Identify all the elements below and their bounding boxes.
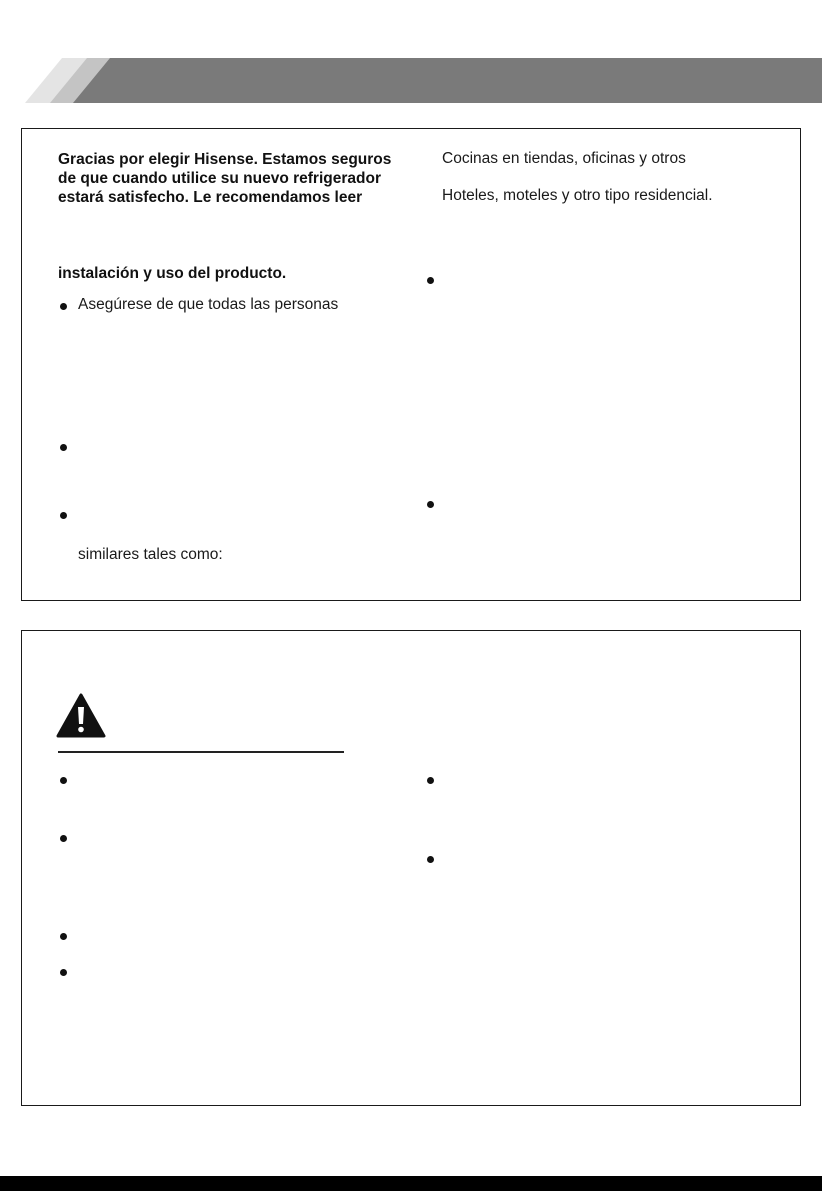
bullet-dot xyxy=(427,856,434,863)
intro-line-1: Gracias por elegir Hisense. Estamos seguros xyxy=(58,151,392,168)
intro-panel xyxy=(21,128,801,601)
intro-closing-line: instalación y uso del producto. xyxy=(58,265,287,282)
bullet-dot xyxy=(427,277,434,284)
bottom-bar xyxy=(0,1176,822,1191)
right-line-hotels: Hoteles, moteles y otro tipo residencial. xyxy=(442,187,713,204)
right-line-shops: Cocinas en tiendas, oficinas y otros xyxy=(442,150,686,167)
bullet-dot xyxy=(427,501,434,508)
warning-triangle-icon xyxy=(56,693,106,739)
warning-panel xyxy=(21,630,801,1106)
intro-line-2: de que cuando utilice su nuevo refrigerador xyxy=(58,170,381,187)
warning-rule xyxy=(58,751,344,753)
bullet-dot xyxy=(60,444,67,451)
bullet-text-people: Asegúrese de que todas las personas xyxy=(78,296,339,313)
header-bar xyxy=(73,58,822,103)
similar-uses-text: similares tales como: xyxy=(78,546,223,563)
bullet-dot xyxy=(60,777,67,784)
intro-line-3: estará satisfecho. Le recomendamos leer xyxy=(58,189,363,206)
bullet-dot xyxy=(60,933,67,940)
header-band xyxy=(0,0,822,110)
bullet-dot xyxy=(427,777,434,784)
bullet-dot xyxy=(60,303,67,310)
bullet-dot xyxy=(60,512,67,519)
bullet-dot xyxy=(60,969,67,976)
bullet-dot xyxy=(60,835,67,842)
